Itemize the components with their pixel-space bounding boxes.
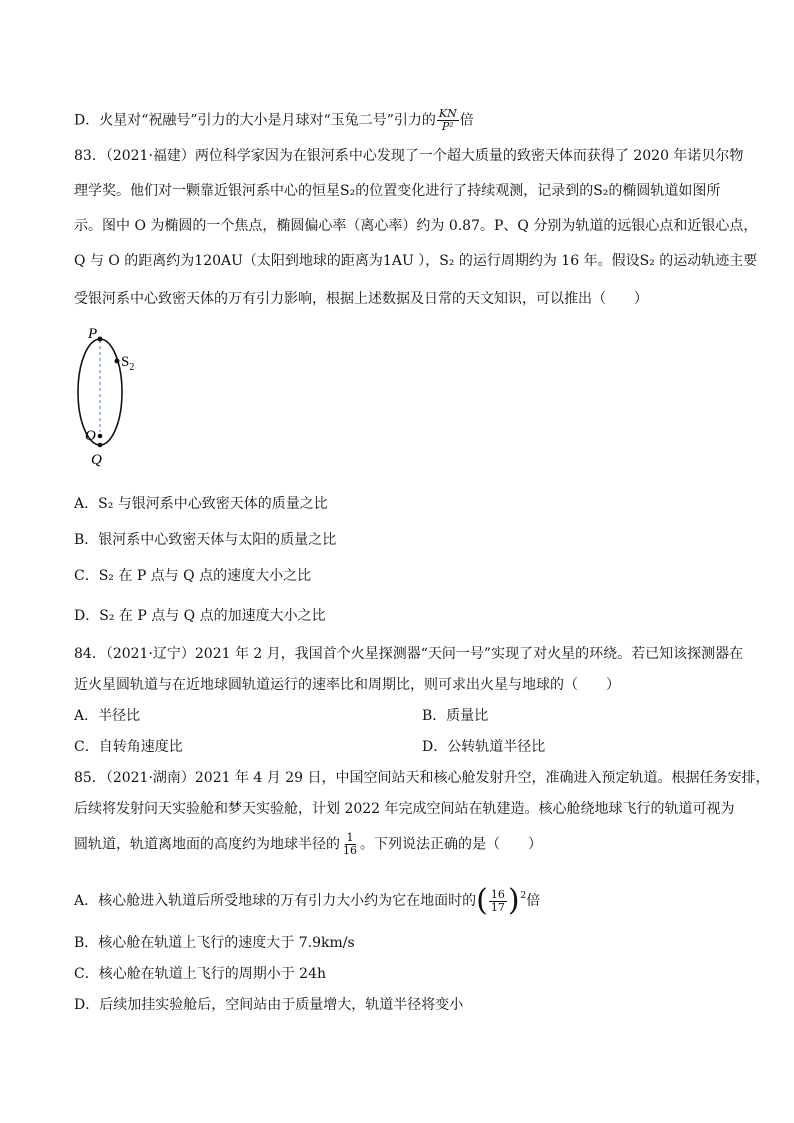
q83-option-d: D．S₂ 在 P 点与 Q 点的加速度大小之比 [74,608,326,624]
q84-option-b: B．质量比 [422,708,489,724]
q83-stem-line-4: Q 与 O 的距离约为120AU（太阳到地球的距离为1AU ），S₂ 的运行周期约为 16 年。假设S₂ 的运动轨迹主要 [74,253,758,269]
q84-option-c: C．自转角速度比 [74,739,183,755]
q85-option-b: B．核心舱在轨道上飞行的速度大于 7.9km/s [74,935,355,951]
label-o: O [85,428,96,444]
q84-option-a: A．半径比 [74,708,141,724]
q85-stem-line-2: 后续将发射问天实验舱和梦天实验舱，计划 2022 年完成空间站在轨建造。核心舱绕地球飞行的轨道可视为 [74,801,735,817]
q83-stem-line-5: 受银河系中心致密天体的万有引力影响，根据上述数据及日常的天文知识，可以推出（ ） [74,291,648,307]
q83-stem-line-1: 83．（2021·福建）两位科学家因为在银河系中心发现了一个超大质量的致密天体而获得了 2020 年诺贝尔物 [74,148,744,164]
q82-option-d: D．火星对“祝融号”引力的大小是月球对“玉兔二号”引力的 $\frac{KN}{\text{P²}}$ 倍 [74,107,474,133]
label-s2: $S_2$ [121,354,135,373]
q85-option-c: C．核心舱在轨道上飞行的周期小于 24h [74,966,326,982]
q85-squared-fraction: ( $\frac{16}{17}$ ) $^2$ [476,883,527,918]
q84-option-d: D．公转轨道半径比 [422,739,546,755]
q85-stem-line-1: 85．（2021·湖南）2021 年 4 月 29 日，中国空间站天和核心舱发射升空，准确进入预定轨道。根据任务安排， [74,770,770,786]
orbit-diagram [64,322,154,472]
q85-option-d: D．后续加挂实验舱后，空间站由于质量增大，轨道半径将变小 [74,997,464,1013]
q83-option-c: C．S₂ 在 P 点与 Q 点的速度大小之比 [74,568,312,584]
q85-stem-line-3: 圆轨道，轨道离地面的高度约为地球半径的 $\frac{1}{16}$ 。下列说法正确的是（ ） [74,831,542,857]
q84-stem-line-1: 84．（2021·辽宁）2021 年 2 月，我国首个火星探测器“天问一号”实现了对火星的环绕。若已知该探测器在 [74,646,744,662]
q84-options-row-2 [74,737,744,757]
q84-options-row-1 [74,706,744,726]
label-q: Q [91,452,102,468]
point-o [98,434,103,439]
point-q [98,443,103,448]
q83-stem-line-3: 示。图中 O 为椭圆的一个焦点，椭圆偏心率（离心率）约为 0.87。P、Q 分别为轨道的远银心点和近银心点， [74,218,758,234]
point-p [98,337,103,342]
q82-fraction: $\frac{KN}{\text{P²}}$ [438,107,457,133]
q84-stem-line-2: 近火星圆轨道与在近地球圆轨道运行的速率比和周期比，则可求出火星与地球的（ ） [74,677,620,693]
q83-option-a: A．S₂ 与银河系中心致密天体的质量之比 [74,496,328,512]
q85-fraction-1-16: $\frac{1}{16}$ [343,831,357,857]
label-p: P [88,326,98,342]
point-s2 [115,359,120,364]
q83-stem-line-2: 理学奖。他们对一颗靠近银河系中心的恒星S₂的位置变化进行了持续观测，记录到的S₂的椭圆轨道如图所 [74,183,721,199]
q83-option-b: B．银河系中心致密天体与太阳的质量之比 [74,532,337,548]
q85-option-a: A．核心舱进入轨道后所受地球的万有引力大小约为它在地面时的 ( $\frac{16}{17}$ ) $^2$ 倍 [74,883,541,918]
